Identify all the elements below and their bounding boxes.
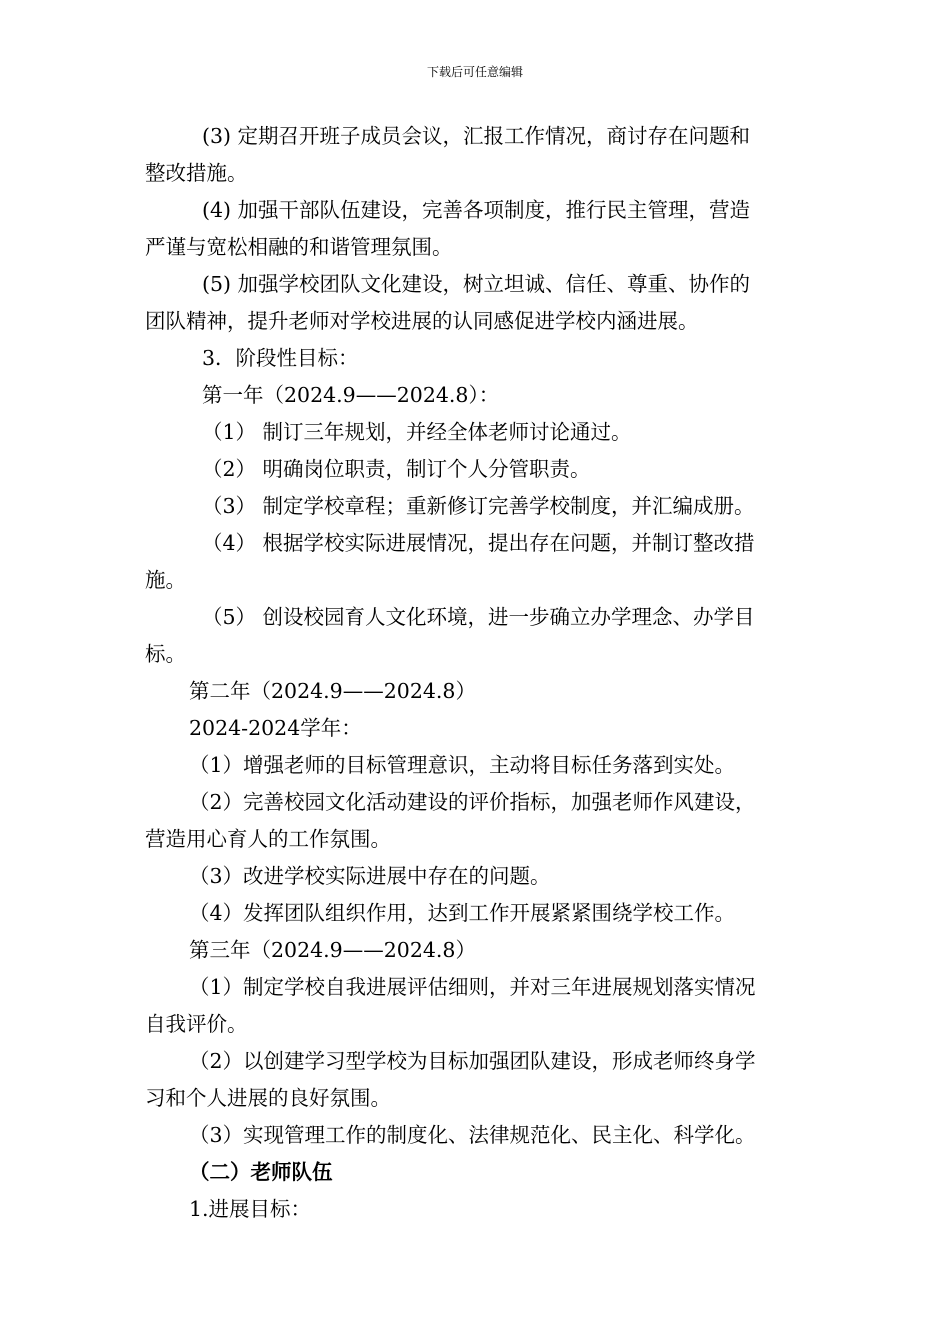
text-line: (4) 加强干部队伍建设，完善各项制度，推行民主管理，营造 — [202, 198, 751, 222]
text-line: 习和个人进展的良好氛围。 — [145, 1086, 391, 1110]
text-line: （2）完善校园文化活动建设的评价指标，加强老师作风建设， — [189, 790, 756, 814]
text-line: （3） 制定学校章程；重新修订完善学校制度，并汇编成册。 — [202, 494, 755, 518]
text-line: （3）实现管理工作的制度化、法律规范化、民主化、科学化。 — [189, 1123, 756, 1147]
text-line: 2024-2024学年： — [189, 716, 362, 740]
text-line: （1）增强老师的目标管理意识，主动将目标任务落到实处。 — [189, 753, 736, 777]
text-line: 第二年（2024.9——2024.8） — [189, 679, 476, 703]
text-line: 营造用心育人的工作氛围。 — [145, 827, 391, 851]
text-line: 整改措施。 — [145, 161, 248, 185]
text-line: (3) 定期召开班子成员会议，汇报工作情况，商讨存在问题和 — [202, 124, 751, 148]
text-line: (5) 加强学校团队文化建设，树立坦诚、信任、尊重、协作的 — [202, 272, 751, 296]
text-line: 第一年（2024.9——2024.8）： — [202, 383, 500, 407]
text-line: （2） 明确岗位职责，制订个人分管职责。 — [202, 457, 591, 481]
section-heading: （二）老师队伍 — [189, 1160, 333, 1184]
text-line: （4） 根据学校实际进展情况，提出存在问题，并制订整改措 — [202, 531, 755, 555]
page-header: 下载后可任意编辑 — [426, 65, 523, 79]
text-line: （3）改进学校实际进展中存在的问题。 — [189, 864, 551, 888]
text-line: 严谨与宽松相融的和谐管理氛围。 — [145, 235, 453, 259]
text-line: 标。 — [145, 642, 186, 666]
text-line: 团队精神，提升老师对学校进展的认同感促进学校内涵进展。 — [145, 309, 699, 333]
text-line: 1.进展目标： — [189, 1197, 312, 1221]
text-line: （1）制定学校自我进展评估细则，并对三年进展规划落实情况 — [189, 975, 756, 999]
text-line: 自我评价。 — [145, 1012, 248, 1036]
text-line: （2）以创建学习型学校为目标加强团队建设，形成老师终身学 — [189, 1049, 756, 1073]
text-line: （4）发挥团队组织作用，达到工作开展紧紧围绕学校工作。 — [189, 901, 736, 925]
text-line: 第三年（2024.9——2024.8） — [189, 938, 476, 962]
document-body — [145, 118, 810, 1228]
text-line: 3．阶段性目标： — [202, 346, 359, 370]
text-line: 施。 — [145, 568, 186, 592]
text-line: （1） 制订三年规划，并经全体老师讨论通过。 — [202, 420, 632, 444]
text-line: （5） 创设校园育人文化环境，进一步确立办学理念、办学目 — [202, 605, 755, 629]
